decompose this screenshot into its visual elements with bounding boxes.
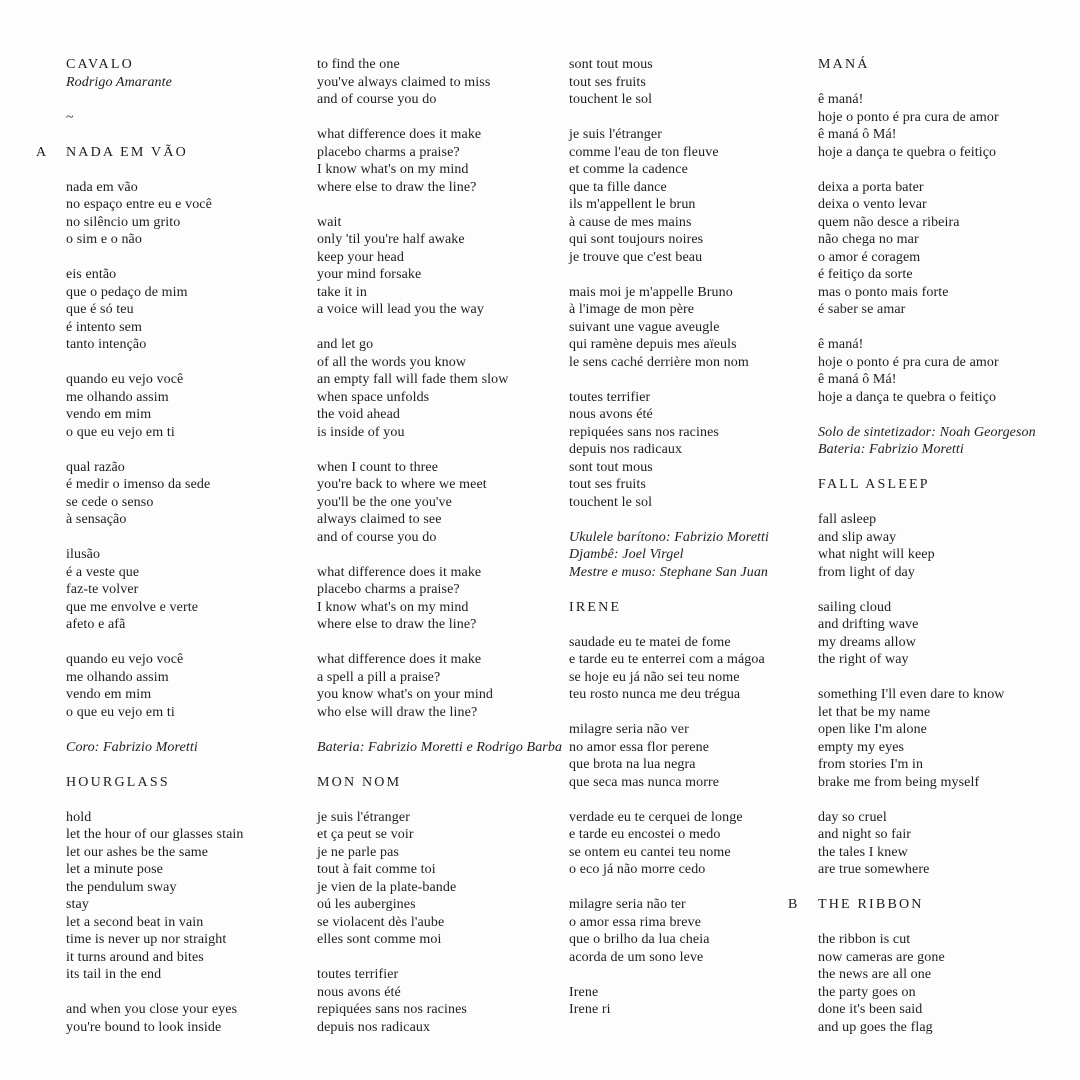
lyric-line: ê maná!	[818, 337, 864, 352]
lyric-line: le sens caché derrière mon nom	[569, 354, 749, 370]
lyric-line: I know what's on my mind	[317, 599, 469, 615]
blank-row	[569, 791, 814, 809]
blank-row	[317, 634, 562, 652]
lyric-line: the ribbon is cut	[818, 932, 911, 947]
lyric-line: an empty fall will fade them slow	[317, 372, 509, 387]
lyric-line: and night so fair	[818, 827, 912, 842]
lyric-line: deixa o vento levar	[818, 197, 927, 212]
lyric-line: its tail in the end	[66, 967, 162, 982]
lyric-line: et ça peut se voir	[317, 827, 414, 842]
lyric-line: toutes terrifier	[569, 389, 651, 405]
lyric-line: only 'til you're half awake	[317, 232, 465, 247]
lyric-line: from stories I'm in	[818, 757, 924, 772]
blank-row	[317, 196, 562, 214]
lyric-line: milagre seria não ver	[569, 722, 689, 737]
blank-row	[818, 494, 1063, 512]
lyric-line: when I count to three	[317, 459, 439, 475]
blank-row	[66, 984, 311, 1002]
lyric-line: the void ahead	[317, 407, 401, 422]
lyric-line: se cede o senso	[66, 494, 154, 510]
blank-row	[569, 704, 814, 722]
credit-line: Djambê: Joel Virgel	[569, 547, 684, 562]
lyric-line: hoje a dança te quebra o feitiço	[818, 389, 997, 405]
lyric-line: quem não desce a ribeira	[818, 214, 960, 230]
lyric-line: nada em vão	[66, 179, 138, 195]
lyric-line: let a minute pose	[66, 862, 163, 877]
lyric-line: à l'image de mon père	[569, 302, 695, 317]
blank-row	[317, 441, 562, 459]
credit-line: Mestre e muso: Stephane San Juan	[569, 564, 769, 580]
lyric-line: a voice will lead you the way	[317, 302, 484, 317]
lyric-line: se violacent dès l'aube	[317, 914, 445, 930]
song-title-hourglass: HOURGLASS	[66, 774, 170, 790]
blank-row	[66, 721, 311, 739]
lyric-line: quando eu vejo você	[66, 372, 184, 387]
lyric-line: ê maná ô Má!	[818, 127, 897, 142]
lyric-line: you'll be the one you've	[317, 494, 452, 510]
lyric-line: se ontem eu cantei teu nome	[569, 844, 731, 860]
blank-row	[818, 74, 1063, 92]
lyric-line: que é só teu	[66, 302, 134, 317]
lyric-line: it turns around and bites	[66, 949, 204, 965]
blank-row	[569, 616, 814, 634]
lyric-line: faz-te volver	[66, 582, 139, 597]
lyric-line: your mind forsake	[317, 267, 422, 282]
lyric-line: let the hour of our glasses stain	[66, 827, 244, 842]
blank-row	[569, 511, 814, 529]
lyric-line: repiquées sans nos racines	[569, 424, 719, 440]
lyric-line: is inside of you	[317, 424, 405, 440]
song-title-irene: IRENE	[569, 599, 622, 615]
lyric-line: you're back to where we meet	[317, 477, 487, 492]
credit-line: Ukulele barítono: Fabrizio Moretti	[569, 529, 770, 545]
lyric-line: me olhando assim	[66, 669, 169, 685]
lyric-line: you've always claimed to miss	[317, 74, 491, 90]
lyric-line: elles sont comme moi	[317, 932, 442, 947]
lyric-line: the news are all one	[818, 967, 932, 982]
lyric-line: placebo charms a praise?	[317, 582, 460, 597]
lyric-line: and of course you do	[317, 92, 437, 107]
lyric-line: the tales I knew	[818, 844, 908, 860]
credit-line: Coro: Fabrizio Moretti	[66, 739, 198, 755]
lyrics-column-2	[317, 56, 562, 1036]
lyric-line: hoje o ponto é pra cura de amor	[818, 354, 999, 370]
lyric-line: o amor é coragem	[818, 249, 921, 265]
credit-line: Bateria: Fabrizio Moretti	[818, 442, 964, 457]
lyric-line: qui ramène depuis mes aïeuls	[569, 337, 737, 352]
lyrics-column-1	[36, 56, 311, 1036]
lyric-line: o eco já não morre cedo	[569, 862, 706, 877]
lyric-line: the right of way	[818, 652, 909, 667]
blank-row	[66, 249, 311, 267]
lyrics-column-4	[788, 56, 1063, 1036]
lyric-line: o que eu vejo em ti	[66, 704, 175, 720]
lyric-line: sailing cloud	[818, 599, 892, 615]
blank-row	[317, 791, 562, 809]
lyric-line: eis então	[66, 267, 117, 282]
lyric-line: tout ses fruits	[569, 477, 646, 492]
lyric-line: tout à fait comme toi	[317, 862, 436, 877]
lyric-line: milagre seria não ter	[569, 897, 686, 912]
lyric-line: Irene ri	[569, 1002, 611, 1017]
lyric-line: mas o ponto mais forte	[818, 284, 949, 300]
blank-row	[818, 161, 1063, 179]
tilde-divider: ~	[66, 109, 74, 125]
lyric-line: que o pedaço de mim	[66, 284, 188, 300]
blank-row	[317, 949, 562, 967]
lyric-line: where else to draw the line?	[317, 179, 477, 195]
blank-row	[818, 406, 1063, 424]
lyric-line: what difference does it make	[317, 652, 482, 667]
lyric-line: que me envolve e verte	[66, 599, 199, 615]
lyric-line: time is never up nor straight	[66, 932, 227, 947]
lyric-line: deixa a porta bater	[818, 179, 924, 195]
lyric-line: tout ses fruits	[569, 74, 646, 90]
lyric-line: je trouve que c'est beau	[569, 249, 703, 265]
lyric-line: é intento sem	[66, 319, 142, 335]
lyric-line: é a veste que	[66, 564, 140, 580]
lyric-line: and when you close your eyes	[66, 1002, 238, 1017]
lyric-line: je suis l'étranger	[317, 809, 410, 825]
song-title-the-ribbon: THE RIBBON B	[788, 897, 924, 912]
lyric-line: ê maná!	[818, 92, 864, 107]
lyric-line: and let go	[317, 337, 374, 352]
lyric-line: stay	[66, 897, 89, 912]
lyric-line: I know what's on my mind	[317, 162, 469, 177]
blank-row	[818, 914, 1063, 932]
lyric-line: the pendulum sway	[66, 879, 177, 895]
lyric-line: à sensação	[66, 512, 127, 527]
blank-row	[818, 879, 1063, 897]
lyric-line: you know what's on your mind	[317, 687, 494, 702]
lyric-line: hoje a dança te quebra o feitiço	[818, 144, 997, 160]
lyric-line: me olhando assim	[66, 389, 169, 405]
lyric-line: something I'll even dare to know	[818, 687, 1005, 702]
lyric-line: and drifting wave	[818, 617, 919, 632]
blank-row	[66, 354, 311, 372]
lyric-line: and slip away	[818, 529, 897, 545]
lyric-line: and of course you do	[317, 529, 437, 545]
lyric-line: se hoje eu já não sei teu nome	[569, 669, 740, 685]
lyric-line: take it in	[317, 284, 367, 300]
lyric-line: Irene	[569, 984, 599, 1000]
lyric-line: teu rosto nunca me deu trégua	[569, 687, 741, 702]
blank-row	[317, 721, 562, 739]
lyric-line: touchent le sol	[569, 494, 653, 510]
lyric-line: what night will keep	[818, 547, 935, 562]
lyric-line: nous avons été	[569, 407, 653, 422]
lyric-line: que o brilho da lua cheia	[569, 932, 710, 947]
lyric-line: brake me from being myself	[818, 774, 980, 790]
blank-row	[569, 109, 814, 127]
blank-row	[818, 581, 1063, 599]
lyric-line: no amor essa flor perene	[569, 739, 710, 755]
lyric-line: who else will draw the line?	[317, 704, 478, 720]
lyrics-column-3	[569, 56, 814, 1019]
lyric-line: depuis nos radicaux	[317, 1019, 431, 1035]
lyric-line: now cameras are gone	[818, 949, 945, 965]
lyric-line: you're bound to look inside	[66, 1019, 222, 1035]
lyric-line: what difference does it make	[317, 127, 482, 142]
lyric-line: ils m'appellent le brun	[569, 197, 696, 212]
lyric-line: e tarde eu encostei o medo	[569, 827, 721, 842]
blank-row	[818, 669, 1063, 687]
lyric-line: afeto e afã	[66, 617, 126, 632]
blank-row	[66, 756, 311, 774]
blank-row	[66, 441, 311, 459]
lyric-line: vendo em mim	[66, 407, 152, 422]
lyric-line: and up goes the flag	[818, 1019, 933, 1035]
lyric-line: are true somewhere	[818, 862, 930, 877]
lyric-line: oú les aubergines	[317, 897, 416, 912]
lyric-line: hold	[66, 809, 92, 825]
blank-row	[66, 91, 311, 109]
lyric-line: of all the words you know	[317, 354, 467, 370]
blank-row	[569, 966, 814, 984]
blank-row	[66, 791, 311, 809]
lyric-line: open like I'm alone	[818, 722, 927, 737]
lyric-line: toutes terrifier	[317, 967, 399, 982]
blank-row	[66, 126, 311, 144]
lyric-line: repiquées sans nos racines	[317, 1002, 467, 1017]
lyric-line: depuis nos radicaux	[569, 442, 683, 457]
lyric-line: o que eu vejo em ti	[66, 424, 175, 440]
credit-line: Bateria: Fabrizio Moretti e Rodrigo Barba	[317, 739, 563, 755]
artist-name: Rodrigo Amarante	[66, 74, 172, 90]
lyric-line: o amor essa rima breve	[569, 914, 702, 930]
lyric-line: quando eu vejo você	[66, 652, 184, 667]
lyric-line: qual razão	[66, 459, 125, 475]
lyric-line: the party goes on	[818, 984, 916, 1000]
lyric-line: fall asleep	[818, 512, 877, 527]
lyric-line: let that be my name	[818, 704, 931, 720]
lyric-line: sont tout mous	[569, 459, 653, 475]
blank-row	[66, 634, 311, 652]
lyric-line: je vien de la plate-bande	[317, 879, 457, 895]
lyric-line: qui sont toujours noires	[569, 232, 704, 247]
song-title-mon-nom: MON NOM	[317, 774, 402, 790]
lyric-line: verdade eu te cerquei de longe	[569, 809, 743, 825]
lyric-line: nous avons été	[317, 984, 401, 1000]
blank-row	[569, 879, 814, 897]
blank-row	[818, 791, 1063, 809]
lyric-line: comme l'eau de ton fleuve	[569, 144, 719, 160]
blank-row	[66, 529, 311, 547]
lyric-line: é saber se amar	[818, 302, 906, 317]
blank-row	[569, 581, 814, 599]
blank-row	[317, 546, 562, 564]
lyric-line: touchent le sol	[569, 92, 653, 107]
side-label-a: A	[36, 144, 47, 160]
lyric-line: à cause de mes mains	[569, 214, 692, 230]
lyric-line: mais moi je m'appelle Bruno	[569, 284, 733, 300]
side-label-b: B	[788, 897, 798, 912]
lyric-line: que brota na lua negra	[569, 757, 696, 772]
lyric-line: what difference does it make	[317, 564, 482, 580]
lyric-line: from light of day	[818, 564, 915, 580]
lyric-line: hoje o ponto é pra cura de amor	[818, 109, 999, 125]
song-title-nada-em-vao: NADA EM VÃO A	[36, 144, 188, 160]
lyric-line: day so cruel	[818, 809, 887, 825]
lyric-line: o sim e o não	[66, 232, 142, 247]
song-title-mana: MANÁ	[818, 57, 870, 72]
lyric-line: é feitiço da sorte	[818, 267, 913, 282]
lyric-line: let a second beat in vain	[66, 914, 204, 930]
lyric-line: vendo em mim	[66, 687, 152, 702]
blank-row	[569, 266, 814, 284]
lyric-line: que ta fille dance	[569, 179, 667, 195]
lyric-line: tanto intenção	[66, 337, 147, 352]
lyric-line: my dreams allow	[818, 634, 916, 650]
lyric-line: let our ashes be the same	[66, 844, 209, 860]
lyric-line: empty my eyes	[818, 739, 905, 755]
lyric-line: no silêncio um grito	[66, 214, 181, 230]
lyric-line: que seca mas nunca morre	[569, 774, 720, 790]
lyric-line: é medir o imenso da sede	[66, 477, 211, 492]
blank-row	[317, 109, 562, 127]
lyric-line: je suis l'étranger	[569, 127, 662, 142]
lyric-line: e tarde eu te enterrei com a mágoa	[569, 652, 765, 667]
lyric-line: não chega no mar	[818, 232, 919, 247]
blank-row	[569, 371, 814, 389]
lyric-line: sont tout mous	[569, 57, 653, 72]
blank-row	[818, 459, 1063, 477]
lyric-line: wait	[317, 214, 342, 230]
lyric-line: a spell a pill a praise?	[317, 669, 441, 685]
lyric-line: no espaço entre eu e você	[66, 197, 212, 212]
song-title-fall-asleep: FALL ASLEEP	[818, 477, 930, 492]
lyric-line: je ne parle pas	[317, 844, 399, 860]
lyric-line: suivant une vague aveugle	[569, 319, 720, 335]
lyric-line: to find the one	[317, 57, 400, 72]
lyric-line: acorda de um sono leve	[569, 949, 704, 965]
lyric-line: placebo charms a praise?	[317, 144, 460, 160]
lyric-line: et comme la cadence	[569, 162, 688, 177]
lyric-line: saudade eu te matei de fome	[569, 634, 731, 650]
credit-line: Solo de sintetizador: Noah Georgeson	[818, 424, 1036, 440]
lyric-line: always claimed to see	[317, 512, 442, 527]
lyric-line: keep your head	[317, 249, 404, 265]
album-title: CAVALO	[66, 57, 134, 72]
lyric-line: done it's been said	[818, 1002, 923, 1017]
blank-row	[317, 756, 562, 774]
lyric-line: ilusão	[66, 547, 101, 562]
lyric-line: when space unfolds	[317, 389, 430, 405]
lyric-line: ê maná ô Má!	[818, 372, 897, 387]
blank-row	[317, 319, 562, 337]
blank-row	[66, 161, 311, 179]
blank-row	[818, 319, 1063, 337]
lyric-line: where else to draw the line?	[317, 617, 477, 632]
